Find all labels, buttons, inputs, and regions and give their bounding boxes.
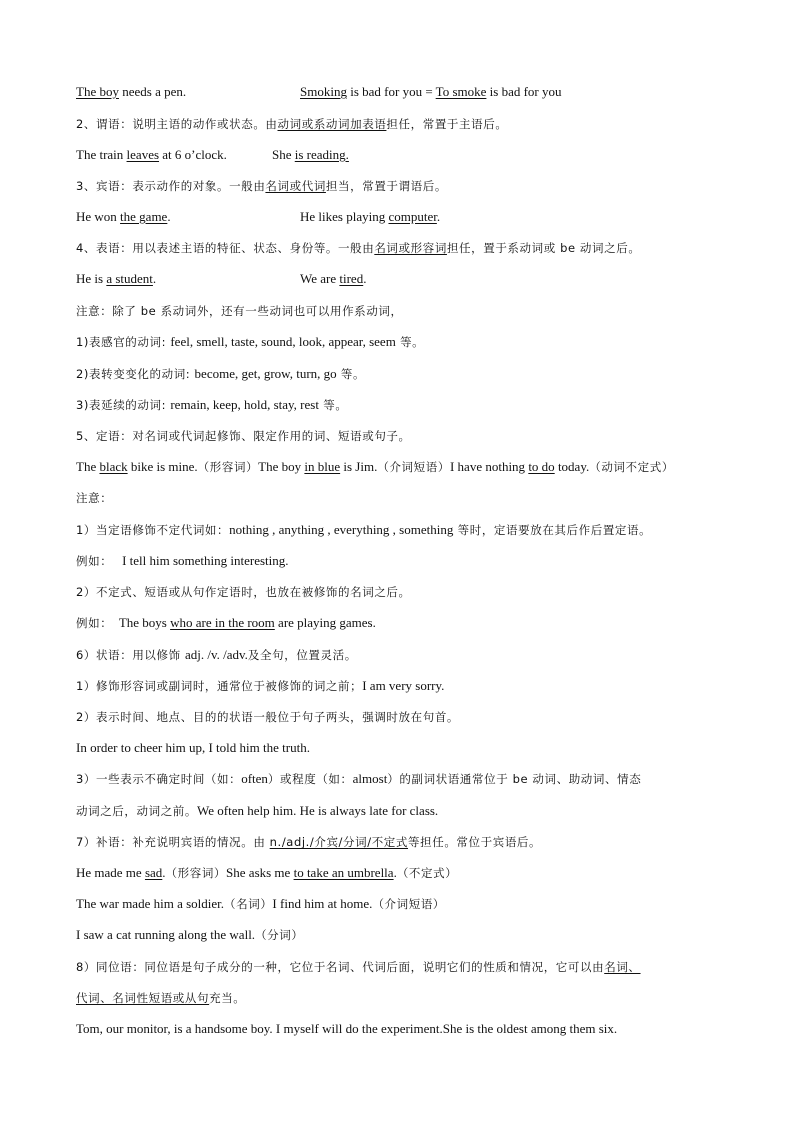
example-predicate-2: She is reading. [272,147,349,162]
example-predicative-1: He is a student. [76,271,157,286]
note-linking-verbs: 注意：除了 be 系动词外，还有一些动词也可以用作系动词， [76,304,403,318]
linking-verbs-change: 2)表转变变化的动词: become, get, grow, turn, go 等。 [76,366,366,381]
example-complement-1: He made me sad.（形容词）She asks me to take an umbrella.（不定式） [76,865,458,880]
example-complement-2: The war made him a soldier.（名词）I find him at home.（介词短语） [76,896,446,911]
example-appositive: Tom, our monitor, is a handsome boy. I myself will do the experiment.She is the oldest among them six. [76,1021,618,1036]
example-interesting: 例如： I tell him something interesting. [76,553,289,568]
example-subject-2: Smoking is bad for you = To smoke is bad for you [300,84,562,99]
adverbial-rule-3-cont: 动词之后，动词之前。We often help him. He is always late for class. [76,803,439,818]
note-indefinite-pronouns: 1）当定语修饰不定代词如：nothing , anything , everything , something 等时，定语要放在其后作后置定语。 [76,522,652,537]
example-cheer-up: In order to cheer him up, I told him the truth. [76,740,310,755]
heading-appositive: 8）同位语：同位语是句子成分的一种，它位于名词、代词后面，说明它们的性质和情况，它可以由名词、 [76,960,641,974]
note-label: 注意： [76,491,113,505]
example-boys-room: 例如： The boys who are in the room are playing games. [76,615,376,630]
heading-attribute: 5、定语：对名词或代词起修饰、限定作用的词、短语或句子。 [76,429,411,443]
appositive-cont: 代词、名词性短语或从句充当。 [76,991,246,1005]
heading-adverbial: 6）状语：用以修饰 adj. /v. /adv.及全句，位置灵活。 [76,647,357,662]
note-postpositive: 2）不定式、短语或从句作定语时，也放在被修饰的名词之后。 [76,585,411,599]
linking-verbs-senses: 1)表感官的动词: feel, smell, taste, sound, look, appear, seem 等。 [76,334,425,349]
heading-predicate: 2、谓语：说明主语的动作或状态。由动词或系动词加表语担任，常置于主语后。 [76,117,508,131]
heading-object: 3、宾语：表示动作的对象。一般由名词或代词担当，常置于谓语后。 [76,179,447,193]
heading-complement: 7）补语：补充说明宾语的情况。由 n./adj./介宾/分词/不定式等担任。常位于宾语后。 [76,835,542,849]
adverbial-rule-3: 3）一些表示不确定时间（如：often）或程度（如：almost）的副词状语通常位于 be 动词、助动词、情态 [76,771,642,786]
example-object-1: He won the game. [76,209,171,224]
example-predicative-2: We are tired. [300,271,367,286]
example-subject-1: The boy needs a pen. [76,84,187,99]
heading-predicative: 4、表语：用以表述主语的特征、状态、身份等。一般由名词或形容词担任，置于系动词或 be 动词之后。 [76,241,641,255]
example-complement-3: I saw a cat running along the wall.（分词） [76,927,304,942]
example-object-2: He likes playing computer. [300,209,441,224]
adverbial-rule-1: 1）修饰形容词或副词时，通常位于被修饰的词之前；I am very sorry. [76,678,445,693]
adverbial-rule-2: 2）表示时间、地点、目的的状语一般位于句子两头，强调时放在句首。 [76,710,460,724]
linking-verbs-continue: 3)表延续的动词: remain, keep, hold, stay, rest 等。 [76,397,348,412]
example-predicate-1: The train leaves at 6 o’clock. [76,147,227,162]
example-attribute: The black bike is mine.（形容词）The boy in blue is Jim.（介词短语）I have nothing to do today.（动词不定式） [76,459,674,474]
